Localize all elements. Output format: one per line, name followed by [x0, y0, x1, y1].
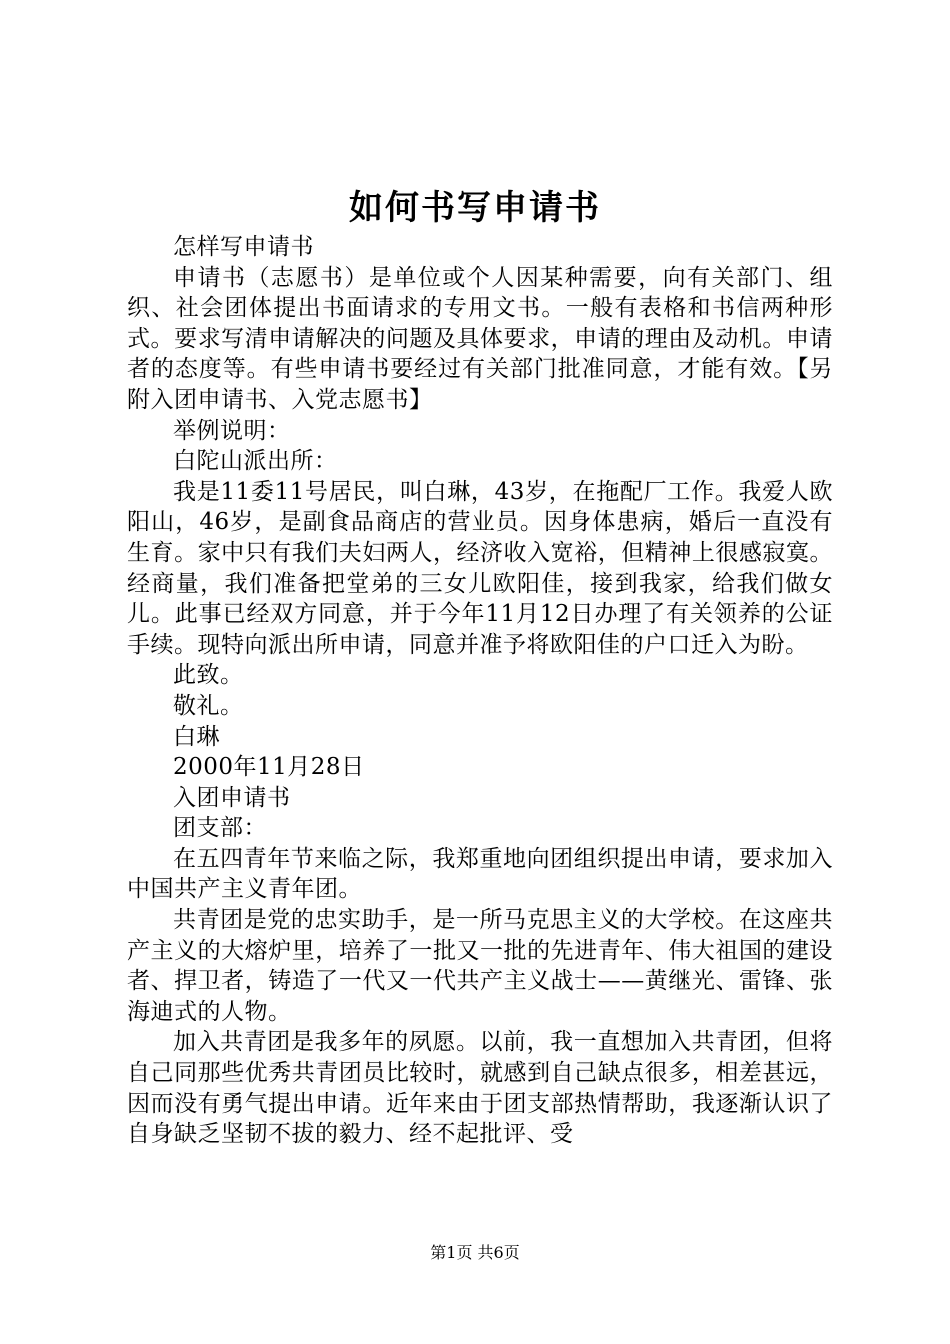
paragraph-salutation-police: 白陀山派出所：	[173, 448, 338, 475]
paragraph-signature-name: 白琳	[173, 723, 220, 750]
paragraph-closing-1: 此致。	[173, 662, 244, 689]
paragraph-example-intro: 举例说明：	[173, 417, 291, 444]
paragraph-league-request: 在五四青年节来临之际，我郑重地向团组织提出申请，要求加入中国共产主义青年团。	[127, 845, 833, 903]
paragraph-league-description: 共青团是党的忠实助手，是一所马克思主义的大学校。在这座共产主义的大熔炉里，培养了一批又一批的先进青年、伟大祖国的建设者、捍卫者，铸造了一代又一代共产主义战士——黄继光、雷锋、张海迪式的人物。	[127, 907, 833, 1025]
document-body	[127, 232, 833, 1150]
paragraph-signature-date: 2000年11月28日	[173, 754, 365, 781]
paragraph-definition: 申请书（志愿书）是单位或个人因某种需要，向有关部门、组织、社会团体提出书面请求的专用文书。一般有表格和书信两种形式。要求写清申请解决的问题及具体要求，申请的理由及动机。申请者的态度等。有些申请书要经过有关部门批准同意，才能有效。【另附入团申请书、入党志愿书】	[127, 264, 833, 413]
page-number: 第1页 共6页	[430, 1243, 520, 1262]
paragraph-closing-2: 敬礼。	[173, 692, 244, 719]
paragraph-example-body: 我是11委11号居民，叫白琳，43岁，在拖配厂工作。我爱人欧阳山，46岁，是副食品商店的营业员。因身体患病，婚后一直没有生育。家中只有我们夫妇两人，经济收入宽裕，但精神上很感寂寞。经商量，我们准备把堂弟的三女儿欧阳佳，接到我家，给我们做女儿。此事已经双方同意，并于今年11月12日办理了有关领养的公证手续。现特向派出所申请，同意并准予将欧阳佳的户口迁入为盼。	[127, 478, 833, 658]
document-title: 如何书写申请书	[349, 188, 601, 228]
paragraph-league-wish: 加入共青团是我多年的夙愿。以前，我一直想加入共青团，但将自己同那些优秀共青团员比较时，就感到自己缺点很多，相差甚远，因而没有勇气提出申请。近年来由于团支部热情帮助，我逐渐认识了自身缺乏坚韧不拔的毅力、经不起批评、受	[127, 1029, 833, 1148]
paragraph-salutation-branch: 团支部：	[173, 815, 267, 842]
paragraph-heading-league: 入团申请书	[173, 784, 291, 811]
paragraph-heading-how-to: 怎样写申请书	[173, 234, 314, 260]
